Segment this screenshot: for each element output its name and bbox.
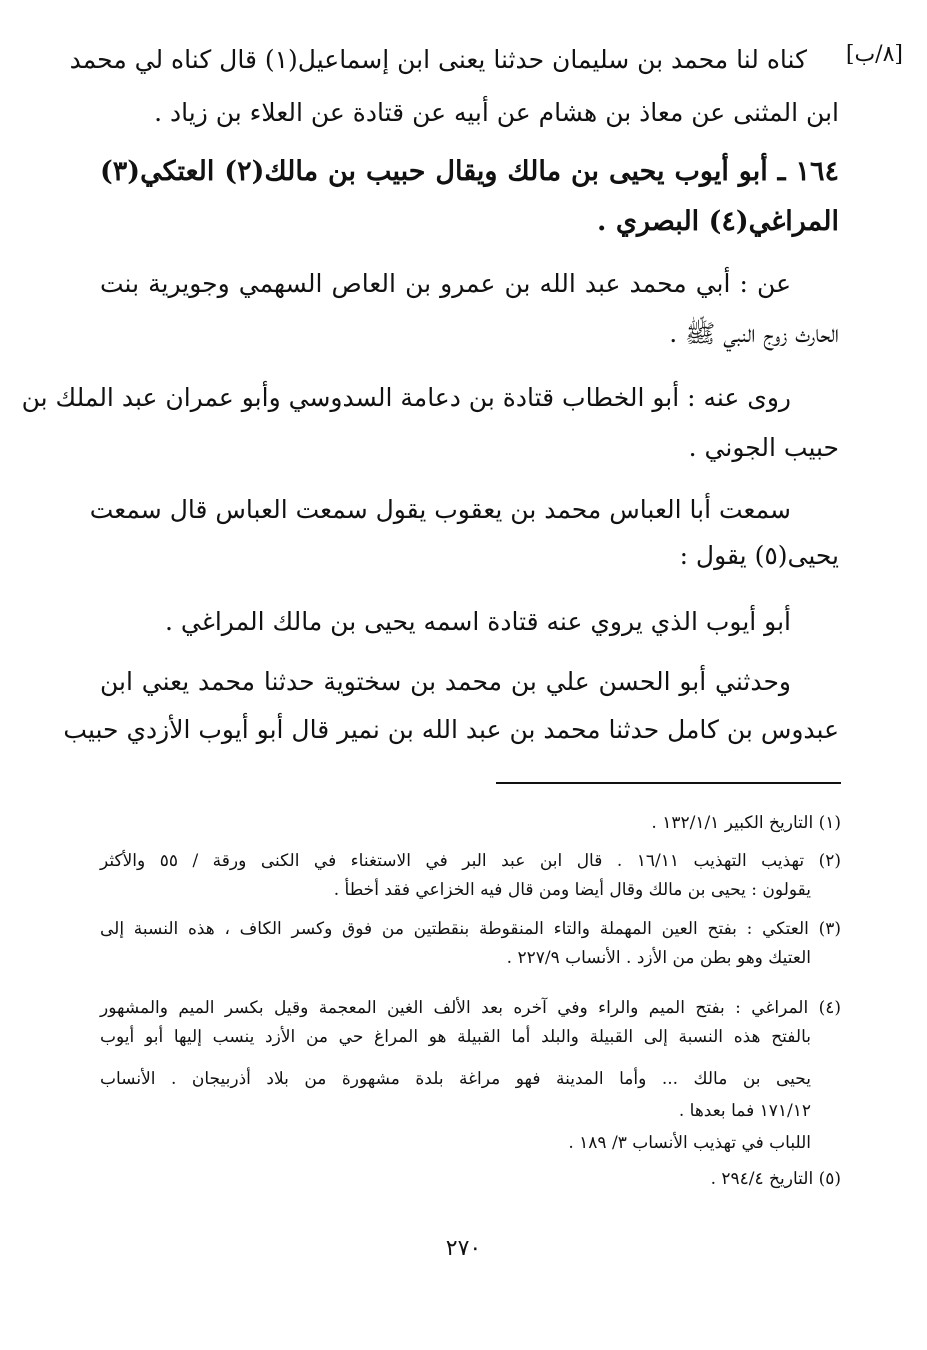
body-line: سمعت أبا العباس محمد بن يعقوب يقول سمعت العباس قال سمعت [89,495,791,524]
footnote-line: (٤) المراغي : بفتح الميم والراء وفي آخره بعد الألف الغين المعجمة وقيل بكسر الميم والمشهور [100,998,841,1018]
footnote-line: يحيى بن مالك ... وأما المدينة فهو مراغة بلدة مشهورة من بلاد أذربيجان . الأنساب [100,1069,811,1089]
footnote-line: بالفتح هذه النسبة إلى القبيلة والبلد أما القبيلة هو المراغ حي من الأزد ينسب إليها أبو أيوب [100,1027,811,1047]
footnote-line: (٢) تهذيب التهذيب ١٦/١١ . قال ابن عبد البر في الاستغناء في الكنى ورقة / ٥٥ والأكثر [100,851,841,871]
footnote-line: اللباب في تهذيب الأنساب ٣/ ١٨٩ . [568,1133,811,1153]
body-line: ابن المثنى عن معاذ بن هشام عن أبيه عن قتادة عن العلاء بن زياد . [154,98,839,127]
footnote-line: (٣) العتكي : بفتح العين المهملة والتاء المنقوطة بنقطتين من فوق وكسر الكاف ، هذه النسبة إلى [100,919,841,939]
body-line: عبدوس بن كامل حدثنا محمد بن عبد الله بن نمير قال أبو أيوب الأزدي حبيب [63,715,839,744]
body-line: أبو أيوب الذي يروي عنه قتادة اسمه يحيى بن مالك المراغي . [165,607,791,636]
body-line: يحيى(٥) يقول : [679,541,839,570]
body-line: الحارث زوج النبي ﷺ . [669,319,839,348]
footnote-line: (٥) التاريخ ٢٩٤/٤ . [710,1169,841,1189]
body-line: روى عنه : أبو الخطاب قتادة بن دعامة السدوسي وأبو عمران عبد الملك بن [21,383,791,412]
page-number: ٢٧٠ [445,1236,482,1261]
body-line: عن : أبي محمد عبد الله بن عمرو بن العاص السهمي وجويرية بنت [100,269,791,298]
body-line: حبيب الجوني . [688,433,839,462]
manuscript-folio-marker: [٨/ب] [845,42,903,67]
entry-heading: المراغي(٤) البصري . [597,206,839,237]
footnote-line: (١) التاريخ الكبير ١٣٢/١/١ . [651,813,841,833]
footnote-line: يقولون : يحيى بن مالك وقال أيضا ومن قال فيه الخزاعي فقد أخطأ . [333,880,811,900]
body-line: وحدثني أبو الحسن علي بن محمد بن سختوية حدثنا محمد يعني ابن [100,667,791,696]
footnote-divider [496,782,841,784]
entry-heading: ١٦٤ ـ أبو أيوب يحيى بن مالك ويقال حبيب بن مالك(٢) العتكي(٣) [100,156,840,187]
footnote-line: العتيك وهو بطن من الأزد . الأنساب ٢٢٧/٩ . [506,948,811,968]
footnote-line: ١٧١/١٢ فما بعدها . [678,1101,811,1121]
body-line: كناه لنا محمد بن سليمان حدثنا يعنى ابن إسماعيل(١) قال كناه لي محمد [69,45,807,74]
